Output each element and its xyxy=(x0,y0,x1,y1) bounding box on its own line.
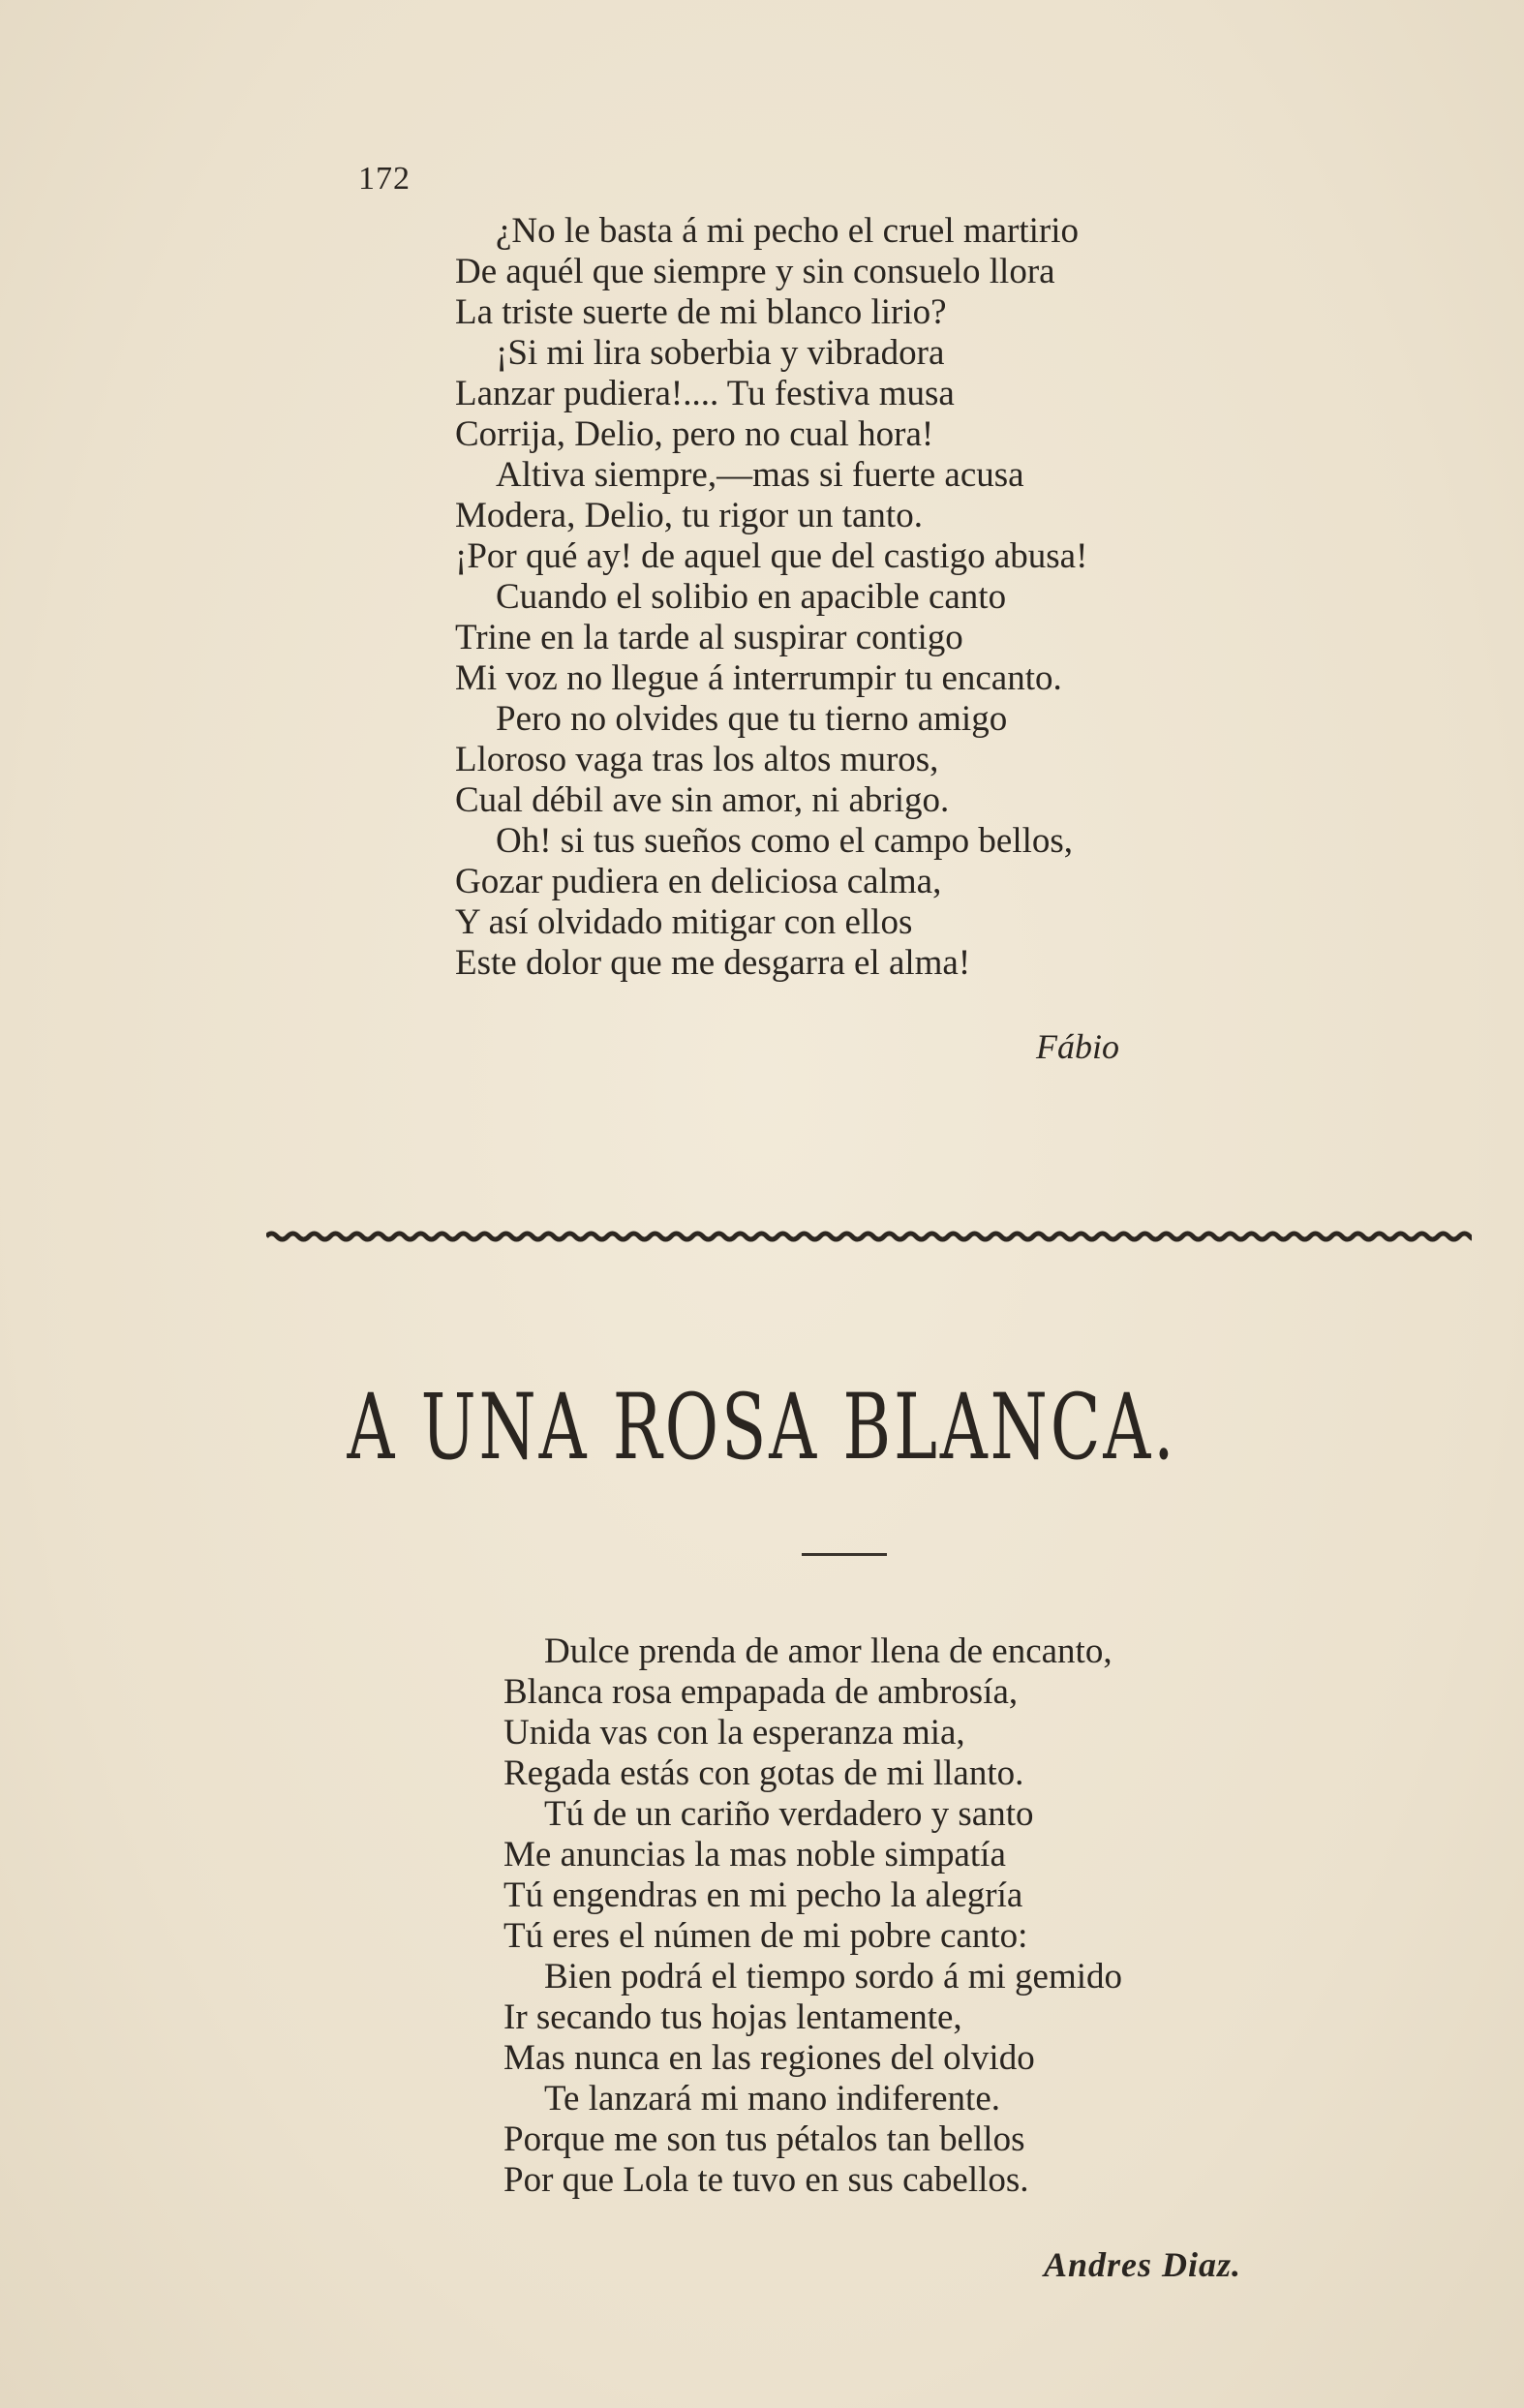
poem-line: Cuando el solibio en apacible canto xyxy=(496,577,1007,617)
poem-line: Bien podrá el tiempo sordo á mi gemido xyxy=(544,1957,1123,1997)
poem-line: Tú eres el númen de mi pobre canto: xyxy=(503,1916,1028,1956)
poem-line: Dulce prenda de amor llena de encanto, xyxy=(544,1631,1113,1671)
poem-line: ¡Por qué ay! de aquel que del castigo abusa! xyxy=(455,536,1088,576)
poem-line: Tú de un cariño verdadero y santo xyxy=(544,1794,1034,1834)
poem-line: Porque me son tus pétalos tan bellos xyxy=(503,2119,1025,2159)
poem-line: Lanzar pudiera!.... Tu festiva musa xyxy=(455,374,955,413)
poem-line: Blanca rosa empapada de ambrosía, xyxy=(503,1672,1019,1712)
poem-line: Tú engendras en mi pecho la alegría xyxy=(503,1875,1023,1915)
poem-line: Te lanzará mi mano indiferente. xyxy=(544,2079,1000,2118)
signature-fabio: Fábio xyxy=(1036,1027,1119,1066)
poem-line: ¡Si mi lira soberbia y vibradora xyxy=(496,333,945,373)
wavy-divider xyxy=(266,1222,1472,1251)
poem-line: Por que Lola te tuvo en sus cabellos. xyxy=(503,2160,1029,2200)
poem-line: Gozar pudiera en deliciosa calma, xyxy=(455,862,942,901)
title-rule xyxy=(802,1553,887,1556)
poem-line: Corrija, Delio, pero no cual hora! xyxy=(455,414,934,454)
poem-line: Trine en la tarde al suspirar contigo xyxy=(455,618,963,657)
page-number: 172 xyxy=(358,161,411,197)
poem-line: Mi voz no llegue á interrumpir tu encanto. xyxy=(455,658,1062,698)
poem-line: Este dolor que me desgarra el alma! xyxy=(455,943,971,983)
poem-line: Unida vas con la esperanza mia, xyxy=(503,1713,965,1753)
poem-title: A UNA ROSA BLANCA. xyxy=(347,1375,1177,1480)
poem-line: Altiva siempre,—mas si fuerte acusa xyxy=(496,455,1024,495)
poem-line: Cual débil ave sin amor, ni abrigo. xyxy=(455,780,950,820)
poem-line: La triste suerte de mi blanco lirio? xyxy=(455,292,947,332)
poem-line: Regada estás con gotas de mi llanto. xyxy=(503,1753,1024,1793)
poem-line: Modera, Delio, tu rigor un tanto. xyxy=(455,496,923,535)
poem-line: Lloroso vaga tras los altos muros, xyxy=(455,740,939,779)
poem-line: Mas nunca en las regiones del olvido xyxy=(503,2038,1035,2078)
poem-line: Oh! si tus sueños como el campo bellos, xyxy=(496,821,1074,861)
poem-line: Pero no olvides que tu tierno amigo xyxy=(496,699,1008,739)
signature-andres-diaz: Andres Diaz. xyxy=(1044,2245,1242,2284)
poem-fabio xyxy=(455,211,1307,984)
poem-rosa-blanca xyxy=(503,1631,1326,2201)
poem-line: Y así olvidado mitigar con ellos xyxy=(455,902,913,942)
poem-line: De aquél que siempre y sin consuelo llora xyxy=(455,252,1055,291)
poem-line: Me anuncias la mas noble simpatía xyxy=(503,1835,1006,1875)
poem-line: Ir secando tus hojas lentamente, xyxy=(503,1997,962,2037)
poem-line: ¿No le basta á mi pecho el cruel martirio xyxy=(496,211,1080,251)
